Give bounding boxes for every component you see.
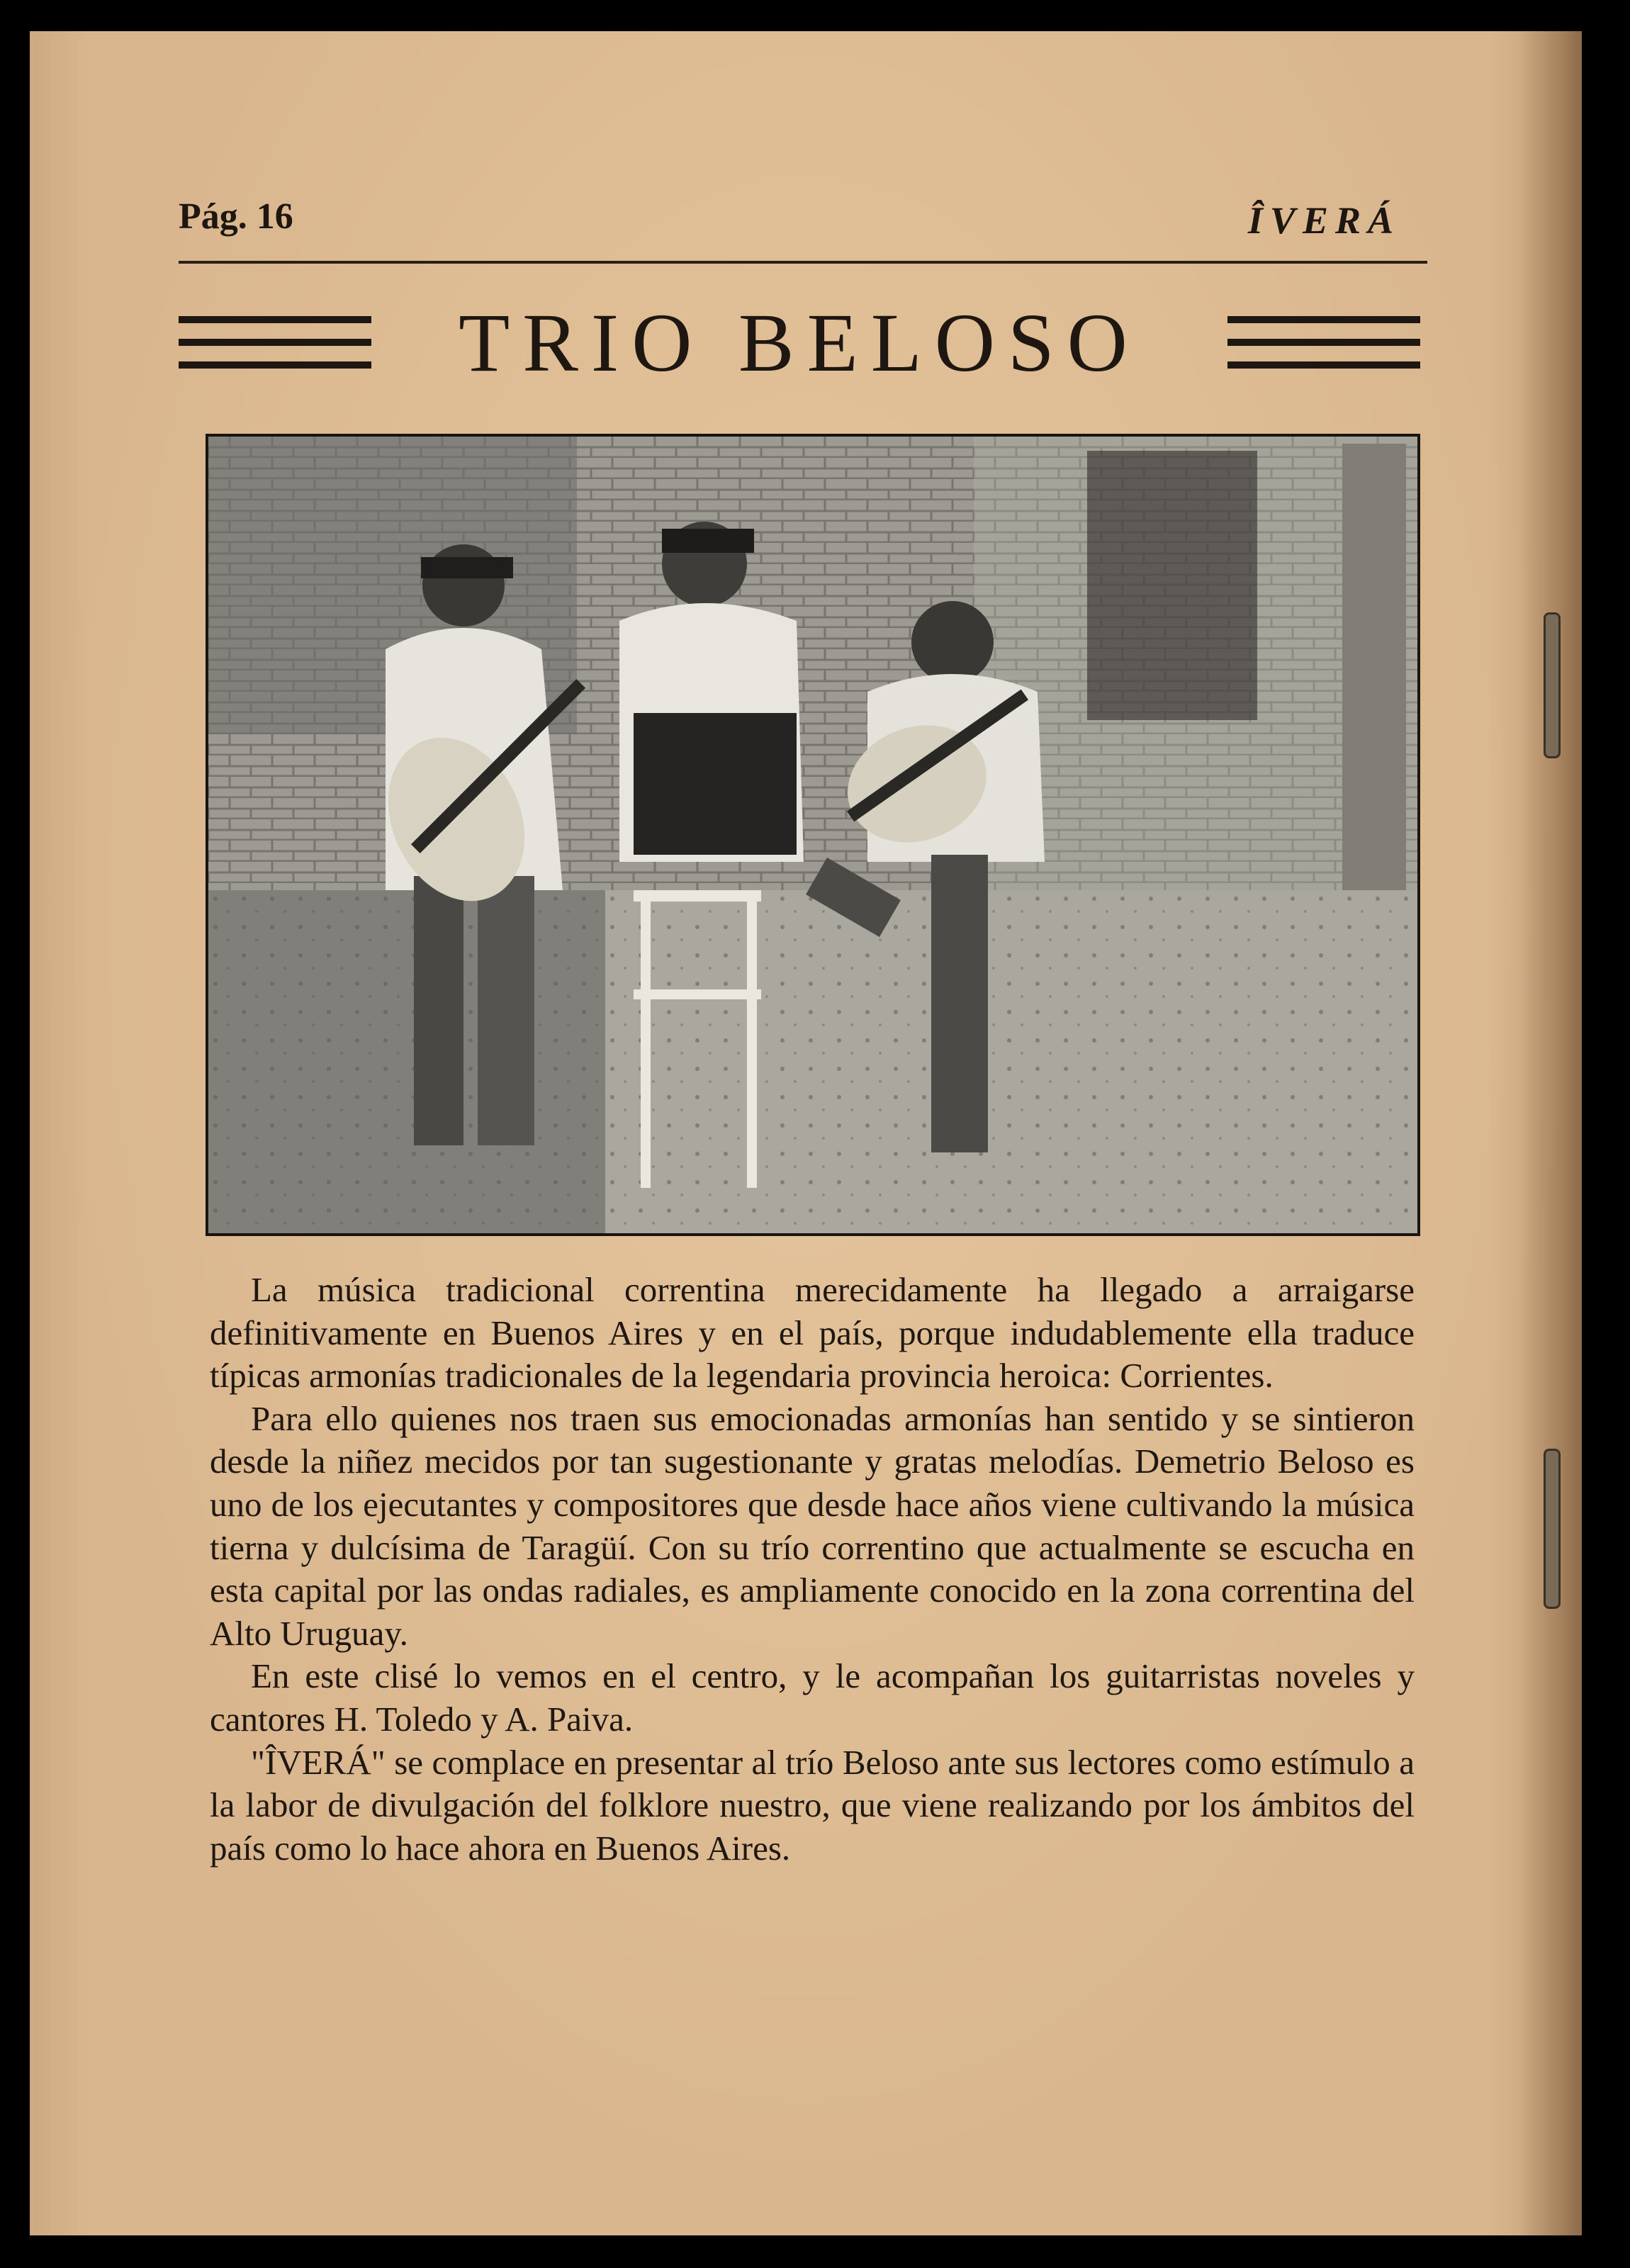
staple-bottom (1544, 1449, 1561, 1609)
article-paragraph: En este clisé lo vemos en el centro, y le acompañan los guitarristas noveles y cantores H. Toledo y A. Paiva. (210, 1656, 1415, 1739)
header-rule (179, 261, 1427, 264)
spine-shadow (1518, 31, 1582, 2235)
article-body (210, 1269, 1415, 1870)
staple-top (1544, 612, 1561, 758)
article-paragraph: Para ello quienes nos traen sus emocionadas armonías han sentido y se sintieron desde la niñez mecidos por tan sugestionante y gratas melodías. Demetrio Beloso es uno de los ejecutantes y compositores que desde hace años viene cultivando la música tierna y dulcísima de Taragüí. Con su trío correntino que actualmente se escucha en esta capital por las ondas radiales, es ampliamente conocido en la zona correntina del Alto Uruguay. (210, 1398, 1415, 1653)
article-paragraph: La música tradicional correntina merecidamente ha llegado a arraigarse definitivamente en Buenos Aires y en el país, porque indudablemente ella traduce típicas armonías tradicionales de la legendaria provincia heroica: Corrientes. (210, 1270, 1415, 1396)
trio-photograph (206, 434, 1420, 1236)
article-title-row (179, 298, 1420, 397)
article-title: TRIO BELOSO (459, 296, 1140, 389)
page-number: Pág. 16 (179, 196, 293, 237)
magazine-name: ÎVERÁ (1247, 199, 1400, 242)
trio-photograph-image (208, 437, 1417, 1233)
article-paragraph: "ÎVERÁ" se complace en presentar al trío Beloso ante sus lectores como estímulo a la labor de divulgación del folklore nuestro, que viene realizando por los ámbitos del país como lo hace ahora en Buenos Aires. (210, 1742, 1415, 1868)
page-header (150, 167, 1422, 266)
right-title-ornament (1227, 312, 1420, 376)
